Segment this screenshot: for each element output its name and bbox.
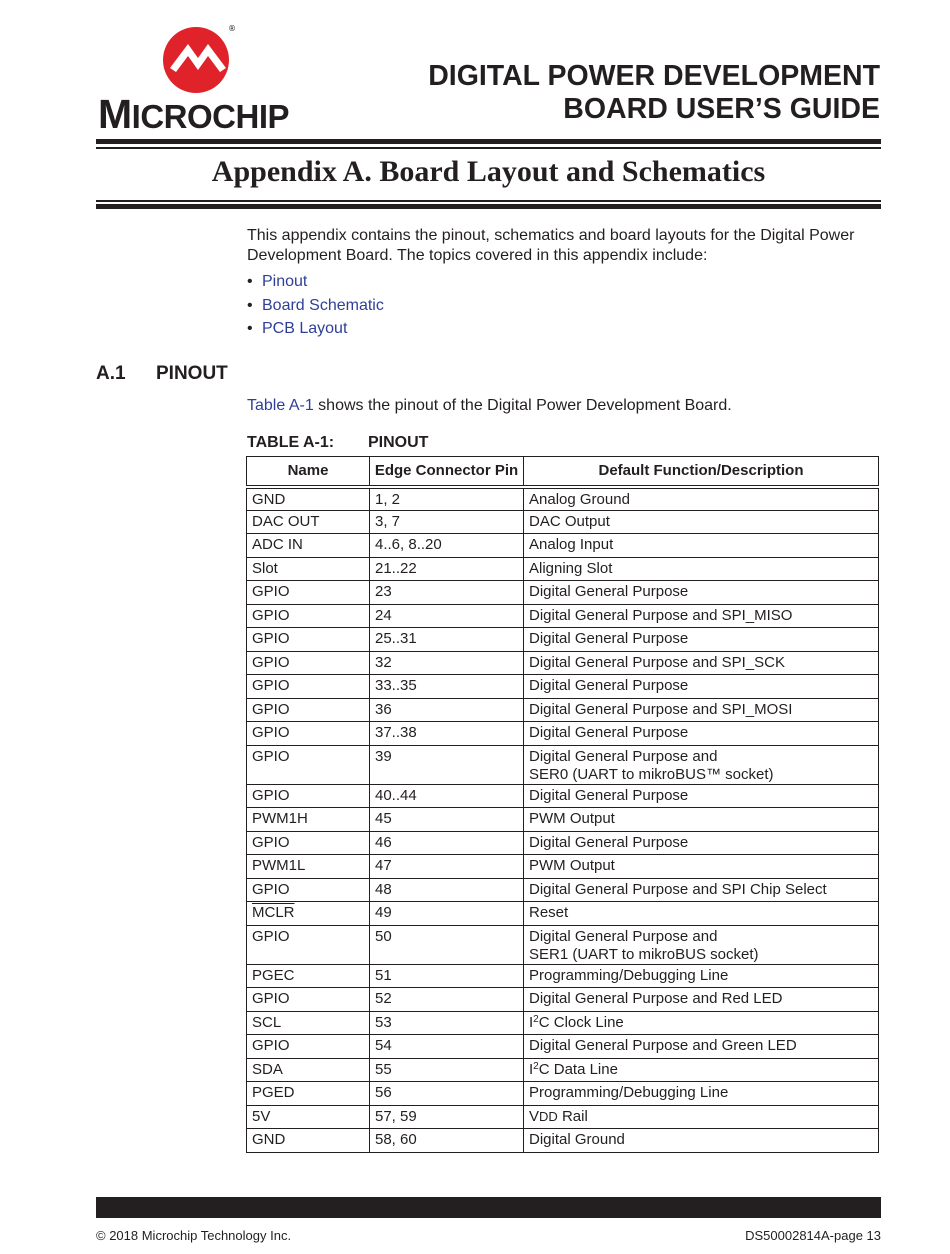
section-heading: [96, 363, 228, 385]
cell-name: [247, 581, 370, 605]
pin-name: GPIO: [252, 786, 290, 804]
pin-name: SCL: [252, 1013, 282, 1031]
cell-description: [524, 1011, 879, 1035]
cell-pin: 54: [370, 1035, 524, 1059]
cell-name: [247, 988, 370, 1012]
cell-description: [524, 1105, 879, 1129]
topic-item: [247, 272, 384, 296]
pin-name: GPIO: [252, 653, 290, 671]
desc-text: Analog Input: [529, 536, 614, 553]
footer-page-number: DS50002814A-page 13: [745, 1228, 881, 1243]
desc-text: Digital General Purpose and: [529, 927, 718, 945]
table-row: [247, 784, 879, 808]
pin-name: GPIO: [252, 1037, 290, 1054]
table-row: [247, 628, 879, 652]
desc-text: PWM Output: [529, 857, 615, 874]
cell-name: [247, 722, 370, 746]
bullet: •: [247, 320, 253, 337]
desc-prefix: I: [529, 1013, 534, 1031]
desc-text: Digital General Purpose: [529, 786, 689, 804]
desc-text: PWM Output: [529, 810, 615, 827]
cell-name: [247, 745, 370, 784]
cell-description: [524, 1035, 879, 1059]
table-row: [247, 1105, 879, 1129]
cell-pin: 3, 7: [370, 510, 524, 534]
cell-pin: 37..38: [370, 722, 524, 746]
cell-description: [524, 487, 879, 511]
desc-text: Reset: [529, 904, 569, 921]
pinout-table: [246, 456, 879, 1153]
cell-name: [247, 878, 370, 902]
desc-text: Digital General Purpose and SPI_MOSI: [529, 700, 793, 718]
desc-prefix: I: [529, 1060, 534, 1078]
table-row: [247, 1011, 879, 1035]
divider: [96, 200, 881, 202]
pin-name: GPIO: [252, 606, 290, 624]
cell-description: [524, 510, 879, 534]
cell-description: [524, 988, 879, 1012]
cell-pin: 50: [370, 925, 524, 964]
table-row: [247, 651, 879, 675]
section-title: PINOUT: [156, 363, 228, 384]
cell-description: [524, 1129, 879, 1153]
pin-name: GPIO: [252, 583, 290, 600]
cell-description: [524, 784, 879, 808]
cell-description: [524, 628, 879, 652]
cell-name: [247, 604, 370, 628]
divider: [96, 147, 881, 149]
table-row: [247, 902, 879, 926]
footer-copyright: © 2018 Microchip Technology Inc.: [96, 1228, 292, 1243]
pin-name: GPIO: [252, 747, 290, 765]
cell-name: [247, 831, 370, 855]
table-row: [247, 1035, 879, 1059]
topics-list: [247, 272, 384, 343]
desc-text: Digital General Purpose and SPI_MISO: [529, 606, 793, 624]
cell-name: [247, 1058, 370, 1082]
cell-name: [247, 925, 370, 964]
microchip-wordmark: MICROCHIP: [98, 91, 289, 137]
pin-name: Slot: [252, 559, 278, 577]
desc-text: Programming/Debugging Line: [529, 1084, 729, 1101]
footer-bar: [96, 1197, 881, 1218]
cell-description: [524, 557, 879, 581]
cell-description: [524, 878, 879, 902]
cell-name: [247, 1011, 370, 1035]
desc-subscript-caps: DD: [539, 1108, 558, 1124]
bullet: •: [247, 296, 253, 314]
pin-name: GPIO: [252, 927, 290, 945]
cell-pin: 36: [370, 698, 524, 722]
cell-description: [524, 698, 879, 722]
table-row: [247, 534, 879, 558]
cell-name: [247, 487, 370, 511]
cell-pin: 56: [370, 1082, 524, 1106]
link-board-schematic[interactable]: Board Schematic: [262, 296, 384, 314]
cell-name: [247, 1105, 370, 1129]
cell-name: [247, 855, 370, 879]
desc-text: Digital Ground: [529, 1131, 625, 1148]
column-header-pin: Edge Connector Pin: [370, 457, 524, 487]
table-row: [247, 964, 879, 988]
topic-item: [247, 296, 384, 320]
cell-name: [247, 698, 370, 722]
divider: [96, 139, 881, 144]
cell-description: [524, 581, 879, 605]
desc-text: Rail: [557, 1107, 588, 1125]
cell-name: [247, 510, 370, 534]
cell-description: [524, 902, 879, 926]
table-row: [247, 487, 879, 511]
desc-prefix: V: [529, 1107, 540, 1125]
cell-name: [247, 557, 370, 581]
pin-name: GPIO: [252, 630, 290, 647]
cell-description: [524, 651, 879, 675]
doc-title-line-1: DIGITAL POWER DEVELOPMENT: [428, 60, 880, 92]
desc-text: Digital General Purpose: [529, 724, 689, 741]
table-caption-number: TABLE A-1:: [247, 434, 335, 451]
pin-name: DAC OUT: [252, 512, 320, 530]
cell-pin: 49: [370, 902, 524, 926]
cell-name: [247, 964, 370, 988]
cell-name: [247, 902, 370, 926]
microchip-logo-icon: [158, 22, 238, 94]
table-row: [247, 1058, 879, 1082]
link-table-a1[interactable]: Table A-1: [247, 397, 314, 414]
cell-pin: 25..31: [370, 628, 524, 652]
cell-name: [247, 808, 370, 832]
table-caption-title: PINOUT: [368, 434, 429, 451]
section-number: A.1: [96, 363, 126, 384]
cell-pin: 52: [370, 988, 524, 1012]
desc-text: Aligning Slot: [529, 559, 613, 577]
desc-text: Digital General Purpose: [529, 630, 689, 647]
table-caption: [247, 434, 428, 452]
cell-name: [247, 651, 370, 675]
desc-text: Digital General Purpose: [529, 583, 689, 600]
table-intro-text: shows the pinout of the Digital Power Development Board.: [313, 397, 732, 414]
pin-name: GPIO: [252, 990, 290, 1007]
pin-name: SDA: [252, 1060, 283, 1078]
cell-pin: 24: [370, 604, 524, 628]
desc-text: C Data Line: [538, 1060, 618, 1078]
desc-superscript: 2: [533, 1013, 539, 1025]
cell-description: [524, 831, 879, 855]
table-intro: [247, 397, 732, 415]
cell-pin: 46: [370, 831, 524, 855]
table-row: [247, 1082, 879, 1106]
doc-title-line-2: BOARD USER’S GUIDE: [563, 93, 880, 125]
cell-pin: 1, 2: [370, 487, 524, 511]
cell-description: [524, 1058, 879, 1082]
cell-description: [524, 925, 879, 964]
link-pcb-layout[interactable]: PCB Layout: [262, 320, 348, 337]
desc-text: Digital General Purpose: [529, 833, 689, 851]
table-row: [247, 698, 879, 722]
table-row: [247, 722, 879, 746]
desc-text: C Clock Line: [538, 1013, 624, 1031]
cell-name: [247, 784, 370, 808]
column-header-description: Default Function/Description: [524, 457, 879, 487]
cell-name: [247, 1035, 370, 1059]
document-title: [428, 60, 880, 126]
table-row: [247, 988, 879, 1012]
cell-pin: 51: [370, 964, 524, 988]
svg-text:®: ®: [228, 24, 236, 33]
table-row: [247, 675, 879, 699]
table-row: [247, 581, 879, 605]
cell-pin: 45: [370, 808, 524, 832]
cell-name: [247, 1082, 370, 1106]
table-row: [247, 878, 879, 902]
table-row: [247, 557, 879, 581]
microchip-logo: [96, 18, 308, 137]
pin-name: 5V: [252, 1107, 271, 1125]
cell-description: [524, 534, 879, 558]
desc-text: DAC Output: [529, 512, 610, 530]
desc-text: Analog Ground: [529, 490, 630, 508]
table-row: [247, 1129, 879, 1153]
bullet: •: [247, 273, 253, 290]
pin-name: GPIO: [252, 724, 290, 741]
desc-text-line-2: SER1 (UART to mikroBUS socket): [529, 945, 759, 963]
cell-name: [247, 675, 370, 699]
desc-text: Digital General Purpose and Red LED: [529, 990, 783, 1007]
table-row: [247, 925, 879, 964]
table-header-row: [247, 457, 879, 487]
topic-item: [247, 319, 384, 343]
cell-pin: 57, 59: [370, 1105, 524, 1129]
pin-name: PGEC: [252, 966, 295, 984]
table-row: [247, 745, 879, 784]
table-row: [247, 808, 879, 832]
pin-name: GPIO: [252, 700, 290, 718]
cell-name: [247, 534, 370, 558]
pin-name: MCLR: [252, 904, 295, 921]
cell-pin: 53: [370, 1011, 524, 1035]
cell-pin: 33..35: [370, 675, 524, 699]
pin-name: GND: [252, 490, 286, 508]
cell-pin: 40..44: [370, 784, 524, 808]
table-row: [247, 604, 879, 628]
cell-pin: 48: [370, 878, 524, 902]
cell-description: [524, 855, 879, 879]
desc-text: Digital General Purpose: [529, 677, 689, 694]
cell-pin: 23: [370, 581, 524, 605]
pin-name: PWM1H: [252, 810, 308, 827]
cell-description: [524, 1082, 879, 1106]
desc-text: Digital General Purpose and SPI Chip Select: [529, 880, 827, 898]
table-row: [247, 831, 879, 855]
desc-text: Digital General Purpose and: [529, 747, 718, 765]
cell-pin: 39: [370, 745, 524, 784]
desc-text: Digital General Purpose and Green LED: [529, 1037, 797, 1054]
cell-description: [524, 964, 879, 988]
column-header-name: Name: [247, 457, 370, 487]
divider: [96, 204, 881, 209]
pin-name: ADC IN: [252, 536, 303, 553]
pin-name: PGED: [252, 1084, 295, 1101]
pin-name: GPIO: [252, 880, 290, 898]
cell-name: [247, 1129, 370, 1153]
intro-paragraph: This appendix contains the pinout, schematics and board layouts for the Digital Power Development Board. The topics covered in this appendix include:: [247, 227, 855, 264]
table-row: [247, 855, 879, 879]
desc-text-line-2: SER0 (UART to mikroBUS™ socket): [529, 765, 774, 783]
cell-description: [524, 808, 879, 832]
cell-description: [524, 745, 879, 784]
cell-pin: 58, 60: [370, 1129, 524, 1153]
cell-description: [524, 722, 879, 746]
cell-description: [524, 604, 879, 628]
cell-pin: 21..22: [370, 557, 524, 581]
cell-pin: 47: [370, 855, 524, 879]
cell-name: [247, 628, 370, 652]
pin-name: GPIO: [252, 677, 290, 694]
desc-text: Digital General Purpose and SPI_SCK: [529, 653, 785, 671]
pin-name: GND: [252, 1131, 286, 1148]
cell-pin: 55: [370, 1058, 524, 1082]
pin-name: PWM1L: [252, 857, 306, 874]
table-row: [247, 510, 879, 534]
cell-pin: 32: [370, 651, 524, 675]
link-pinout[interactable]: Pinout: [262, 273, 308, 290]
cell-pin: 4..6, 8..20: [370, 534, 524, 558]
appendix-title: Appendix A. Board Layout and Schematics: [211, 155, 766, 188]
cell-description: [524, 675, 879, 699]
desc-text: Programming/Debugging Line: [529, 966, 729, 984]
desc-superscript: 2: [533, 1060, 539, 1072]
pin-name: GPIO: [252, 833, 290, 851]
